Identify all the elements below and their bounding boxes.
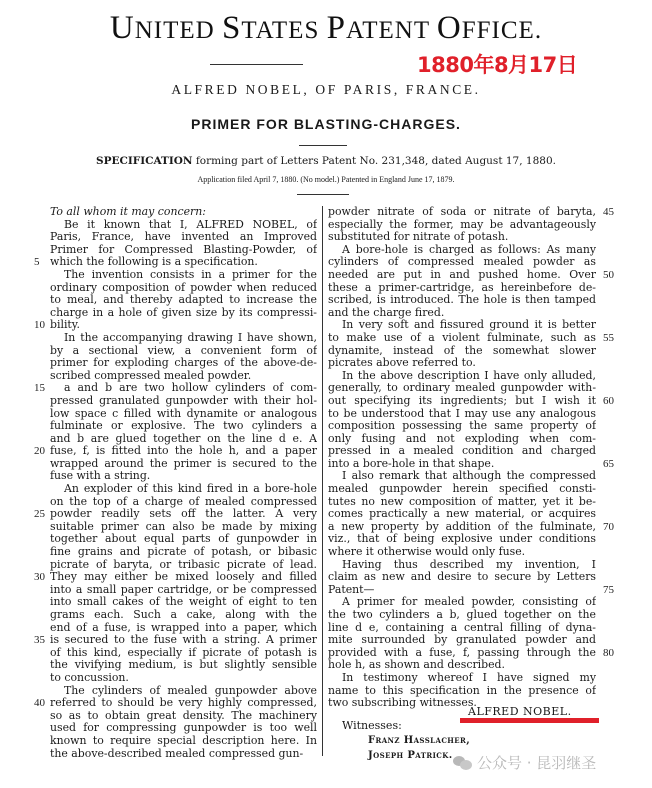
text-line: powder readily sets off the latter. A very xyxy=(50,508,317,521)
text-line: out specifying its ingredients; but I wish it xyxy=(328,394,596,407)
text-line: a and b are two hollow cylinders of com- xyxy=(64,382,317,395)
line-number: 30 xyxy=(34,571,45,584)
specification-line xyxy=(0,155,652,167)
text-line: and b are glued together on the line d e. A xyxy=(50,432,317,445)
text-line: referred to should be very highly compressed, xyxy=(50,697,317,710)
text-line: composition possessing the same property of xyxy=(328,420,596,433)
signature-highlight-underline xyxy=(460,718,599,723)
text-line: to concussion. xyxy=(50,671,129,684)
text-line: comes practically a new material, or acquires xyxy=(328,508,596,521)
text-line: two subscribing witnesses. xyxy=(328,697,477,710)
text-line: cylinders of compressed mealed powder as xyxy=(328,256,596,269)
watermark xyxy=(453,752,596,773)
line-number: 20 xyxy=(34,445,45,458)
title-sc: FFICE. xyxy=(461,17,543,44)
text-line: to make use of a violent fulminate, such as xyxy=(328,331,596,344)
line-number: 60 xyxy=(603,395,614,407)
title-cap: U xyxy=(109,10,135,46)
text-line: known to require special description here. In xyxy=(50,734,317,747)
line-number: 40 xyxy=(34,697,45,710)
text-line: scribed compressed mealed powder. xyxy=(50,369,252,382)
column-divider xyxy=(322,206,323,756)
line-number: 25 xyxy=(34,508,45,521)
application-line: Application filed April 7, 1880. (No model.) Patented in England June 17, 1879. xyxy=(197,175,455,184)
line-number: 35 xyxy=(34,634,45,647)
line-number: 65 xyxy=(603,458,614,470)
text-line: into a small paper cartridge, or be compressed xyxy=(50,583,317,596)
office-title xyxy=(0,10,652,47)
text-line: dynamite, instead of the somewhat slower xyxy=(328,344,596,357)
annotation-date: 1880年8月17日 xyxy=(417,53,578,77)
text-line: fulminate or explosive. The two cylinders a xyxy=(50,420,317,433)
text-line: Be it known that I, ALFRED NOBEL, of xyxy=(64,218,317,231)
text-line: line d e, containing a central filling of dyna- xyxy=(328,621,596,634)
text-line: scribed, is introduced. The hole is then tamped xyxy=(328,294,596,307)
text-line: and the charge fired. xyxy=(328,306,445,319)
text-line: primer for exploding charges of the above-de- xyxy=(50,357,317,370)
title-rule xyxy=(210,64,303,65)
text-line: provided with a fuse, f, passing through the xyxy=(328,646,596,659)
text-line: A primer for mealed powder, consisting of xyxy=(342,596,596,609)
text-line: by a sectional view, a convenient form of xyxy=(50,344,317,357)
text-line: picrate of baryta, or tribasic picrate of lead. xyxy=(50,558,317,571)
text-line: on the top of a charge of mealed compressed xyxy=(50,495,317,508)
title-cap: O xyxy=(436,10,462,46)
text-line: hole h, as shown and described. xyxy=(328,659,505,672)
text-line: They may either be mixed loosely and filled xyxy=(50,571,317,584)
text-line: generally, to ordinary mealed gunpowder with- xyxy=(328,382,596,395)
text-line: wrapped around the primer is secured to the xyxy=(50,457,317,470)
inventor-signature: ALFRED NOBEL. xyxy=(468,705,572,718)
text-line: tutes no new composition of matter, yet it be- xyxy=(328,495,596,508)
text-line: pressed granulated gunpowder with their hol- xyxy=(50,394,317,407)
title-sc: NITED xyxy=(134,17,222,44)
text-line: A bore-hole is charged as follows: As many xyxy=(342,243,596,256)
line-number: 45 xyxy=(603,206,614,218)
text-line: grams each. Such a cake, along with the xyxy=(50,609,317,621)
text-line: In the above description I have only alluded, xyxy=(342,369,596,382)
text-line: The cylinders of mealed gunpowder above xyxy=(64,684,317,697)
witness-name: Joseph Patrick. xyxy=(368,750,453,761)
title-cap: S xyxy=(221,10,242,46)
text-line: In the accompanying drawing I have shown, xyxy=(64,331,317,344)
text-line: substituted for nitrate of potash. xyxy=(328,231,509,244)
text-line: Patent— xyxy=(328,583,375,596)
title-sc: TATES xyxy=(241,17,327,44)
line-number: 55 xyxy=(603,332,614,344)
text-line: so as to obtain great density. The machinery xyxy=(50,709,317,722)
patent-title: PRIMER FOR BLASTING-CHARGES. xyxy=(191,116,461,132)
wechat-icon xyxy=(453,756,473,770)
text-line: In testimony whereof I have signed my xyxy=(342,671,596,684)
text-line: to be understood that I may use any analogous xyxy=(328,407,596,420)
left-column xyxy=(50,206,317,760)
text-line: To all whom it may concern: xyxy=(50,206,206,218)
text-line: a new property by addition of the fulminate, xyxy=(328,520,596,533)
line-number: 10 xyxy=(34,319,45,332)
text-line: low space c filled with dynamite or analogous xyxy=(50,407,317,420)
text-line: In very soft and fissured ground it is better xyxy=(342,319,596,332)
text-line: fine grains and picrate of potash, or bibasic xyxy=(50,546,317,559)
line-number: 5 xyxy=(34,256,40,269)
line-number: 75 xyxy=(603,584,614,596)
text-line: Paris, France, have invented an Improved xyxy=(50,231,317,244)
text-line: only fusing and not exploding when com- xyxy=(328,432,596,445)
text-line: the two cylinders a b, glued together on the xyxy=(328,609,596,621)
text-line: An exploder of this kind fired in a bore-hole xyxy=(64,483,317,496)
text-line: used for compressing gunpowder is too well xyxy=(50,722,317,735)
text-line: these a primer-cartridge, as hereinbefore de- xyxy=(328,281,596,294)
text-line: I also remark that although the compressed xyxy=(342,470,596,483)
header-bottom-rule xyxy=(297,194,349,195)
text-line: picrates above referred to. xyxy=(328,357,476,370)
text-line: together about equal parts of gunpowder in xyxy=(50,533,317,546)
spec-rest: forming part of Letters Patent No. 231,348, dated August 17, 1880. xyxy=(192,155,556,167)
text-line: into small cakes of the weight of eight to ten xyxy=(50,596,317,609)
text-line: Primer for Compressed Blasting-Powder, of xyxy=(50,243,317,256)
text-line: where it otherwise would only fuse. xyxy=(328,546,526,559)
text-line: into a bore-hole in that shape. xyxy=(328,457,495,470)
text-line: to meal, and thereby adapted to increase the xyxy=(50,294,317,307)
text-line: viz., that of being explosive under conditions xyxy=(328,533,596,546)
text-line: The invention consists in a primer for the xyxy=(64,268,317,281)
text-line: the above-described mealed compressed gun- xyxy=(50,747,304,760)
text-line: claim as new and desire to secure by Letters xyxy=(328,571,596,584)
text-line: needed are put in and pushed home. Over xyxy=(328,268,596,281)
text-line: charge in a hole of given size by its compressi- xyxy=(50,306,317,319)
watermark-text: 公众号 · 昆羽继圣 xyxy=(477,754,597,772)
text-line: mealed gunpowder herein specified consti- xyxy=(328,483,596,496)
inventor-line: ALFRED NOBEL, OF PARIS, FRANCE. xyxy=(171,82,481,97)
text-line: suitable primer can also be made by mixing xyxy=(50,520,317,533)
text-line: fuse with a string. xyxy=(50,470,151,483)
title-cap: P xyxy=(326,10,346,46)
text-line: fuse, f, is fitted into the hole h, and a paper xyxy=(50,445,317,458)
text-line: name to this specification in the presence of xyxy=(328,684,596,697)
text-line: Having thus described my invention, I xyxy=(342,558,596,571)
line-number: 80 xyxy=(603,647,614,659)
witness-name: Franz Hasslacher, xyxy=(368,735,471,746)
title-sc: ATENT xyxy=(345,17,437,44)
text-line: especially the former, may be advantageously xyxy=(328,218,596,231)
text-line: of this kind, especially if picrate of potash is xyxy=(50,646,317,659)
witnesses-label: Witnesses: xyxy=(342,719,402,732)
subtitle-rule xyxy=(299,145,347,146)
text-line: powder nitrate of soda or nitrate of baryta, xyxy=(328,206,596,218)
text-line: mite surrounded by granulated powder and xyxy=(328,634,596,647)
text-line: the vivifying medium, is but slightly sensible xyxy=(50,659,317,672)
text-line: pressed in a mealed condition and charged xyxy=(328,445,596,458)
text-line: bility. xyxy=(50,319,80,332)
spec-lead: SPECIFICATION xyxy=(96,155,193,167)
line-number: 15 xyxy=(34,382,45,395)
text-line: end of a fuse, is wrapped into a paper, which xyxy=(50,621,317,634)
text-line: ordinary composition of powder when reduced xyxy=(50,281,317,294)
right-column xyxy=(328,206,596,710)
text-line: is secured to the fuse with a string. A primer xyxy=(50,634,317,647)
line-number: 70 xyxy=(603,521,614,533)
text-line: which the following is a specification. xyxy=(50,256,258,269)
line-number: 50 xyxy=(603,269,614,281)
